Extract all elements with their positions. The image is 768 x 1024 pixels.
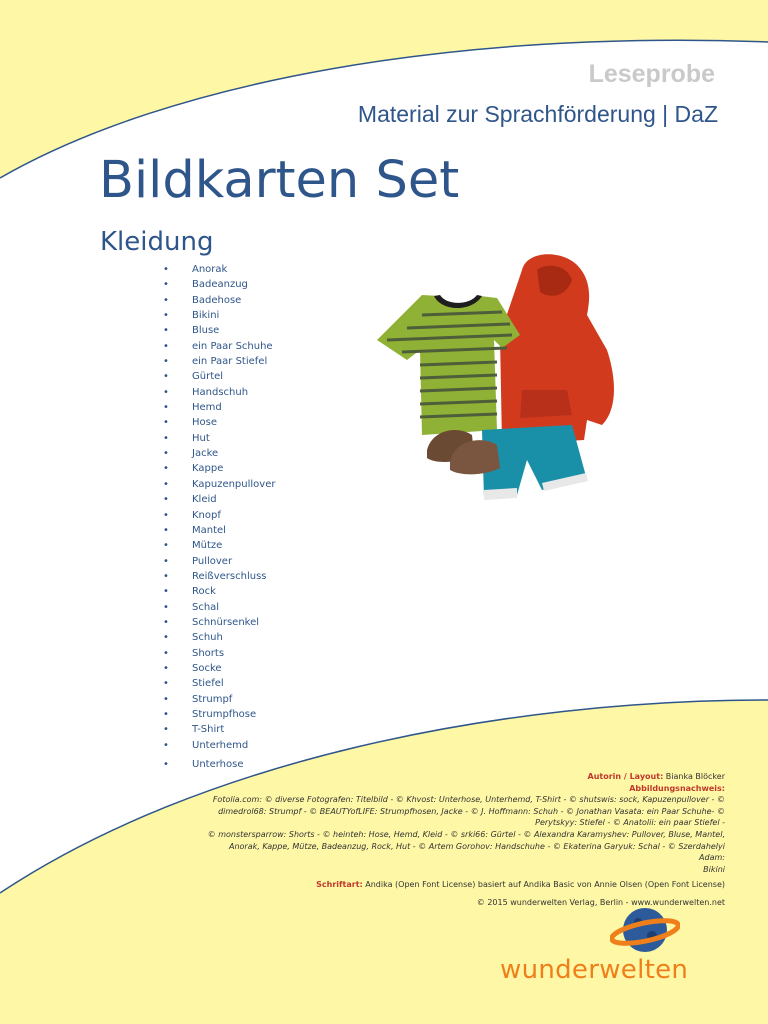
autorin-value: Bianka Blöcker	[663, 772, 725, 781]
vocabulary-item: • Socke	[160, 661, 275, 676]
vocabulary-item: • Bikini	[160, 308, 275, 323]
leseprobe-label: Leseprobe	[588, 60, 715, 88]
credits-line-3: Perytskyy: Stiefel - © Anatolii: ein paar Stiefel -	[535, 818, 725, 828]
subtitle: Material zur Sprachförderung | DaZ	[357, 101, 718, 127]
vocabulary-item: • Schuh	[160, 630, 275, 645]
vocabulary-item: • Kapuzenpullover	[160, 477, 275, 492]
vocabulary-item: • Kappe	[160, 461, 275, 476]
credits-line-5: Anorak, Kappe, Mütze, Badeanzug, Rock, Hut - © Artem Gorohov: Handschuhe - © Ekaterina Garyuk: Schal - © Szerdahelyi Adam:	[228, 841, 725, 863]
vocabulary-item: • Unterhose	[160, 757, 275, 772]
section-heading: Kleidung	[100, 227, 214, 257]
publisher-logo-text: wunderwelten	[500, 955, 689, 985]
vocabulary-item: • Knopf	[160, 508, 275, 523]
vocabulary-item: • Reißverschluss	[160, 569, 275, 584]
copyright: © 2015 wunderwelten Verlag, Berlin - www.wunderwelten.net	[476, 897, 725, 907]
hoodie-icon	[500, 254, 614, 445]
vocabulary-item: • Gürtel	[160, 369, 275, 384]
autorin-label: Autorin / Layout:	[587, 772, 664, 781]
credits-line-6: Bikini	[703, 864, 725, 874]
vocabulary-item: • Shorts	[160, 646, 275, 661]
vocabulary-item: • T-Shirt	[160, 722, 275, 737]
schriftart-value: Andika (Open Font License) basiert auf Andika Basic von Annie Olsen (Open Font License)	[362, 880, 725, 890]
planet-logo-icon	[610, 902, 680, 958]
clothing-photo	[362, 240, 640, 505]
vocabulary-item: • Unterhemd	[160, 738, 275, 753]
vocabulary-item: • Strumpf	[160, 692, 275, 707]
vocabulary-item: • Handschuh	[160, 385, 275, 400]
schriftart-label: Schriftart:	[316, 880, 363, 890]
tshirt-icon	[377, 295, 520, 435]
credits-line-4: © monstersparrow: Shorts - © heinteh: Hose, Hemd, Kleid - © srki66: Gürtel - © Alexandra Karamyshev: Pullover, Bluse, Mantel,	[207, 829, 725, 839]
credits-line-1: Fotolia.com: © diverse Fotografen: Titelbild - © Khvost: Unterhose, Unterhemd, T-Shirt - © shutswis: sock, Kapuzenpullover - ©	[212, 795, 725, 805]
vocabulary-item: • Kleid	[160, 492, 275, 507]
vocabulary-item: • ein Paar Stiefel	[160, 354, 275, 369]
vocabulary-list	[160, 262, 275, 772]
credits-line-2: dimedrol68: Strumpf - © BEAUTYofLIFE: Strumpfhosen, Jacke - © J. Hoffmann: Schuh - © Jonathan Vasata: ein Paar Schuhe- ©	[218, 806, 725, 816]
vocabulary-item: • Bluse	[160, 323, 275, 338]
vocabulary-item: • Stiefel	[160, 676, 275, 691]
vocabulary-item: • Hut	[160, 431, 275, 446]
vocabulary-item: • Mantel	[160, 523, 275, 538]
vocabulary-item: • Badehose	[160, 293, 275, 308]
vocabulary-item: • Schnürsenkel	[160, 615, 275, 630]
abbildungsnachweis-label: Abbildungsnachweis:	[629, 783, 725, 793]
vocabulary-item: • Badeanzug	[160, 277, 275, 292]
vocabulary-item: • Anorak	[160, 262, 275, 277]
vocabulary-item: • Pullover	[160, 554, 275, 569]
page-title: Bildkarten Set	[99, 151, 460, 210]
vocabulary-item: • Strumpfhose	[160, 707, 275, 722]
vocabulary-item: • Mütze	[160, 538, 275, 553]
vocabulary-item: • Hose	[160, 415, 275, 430]
credits-block	[205, 771, 725, 909]
vocabulary-item: • ein Paar Schuhe	[160, 339, 275, 354]
vocabulary-item: • Rock	[160, 584, 275, 599]
vocabulary-item: • Hemd	[160, 400, 275, 415]
vocabulary-item: • Jacke	[160, 446, 275, 461]
vocabulary-item: • Schal	[160, 600, 275, 615]
